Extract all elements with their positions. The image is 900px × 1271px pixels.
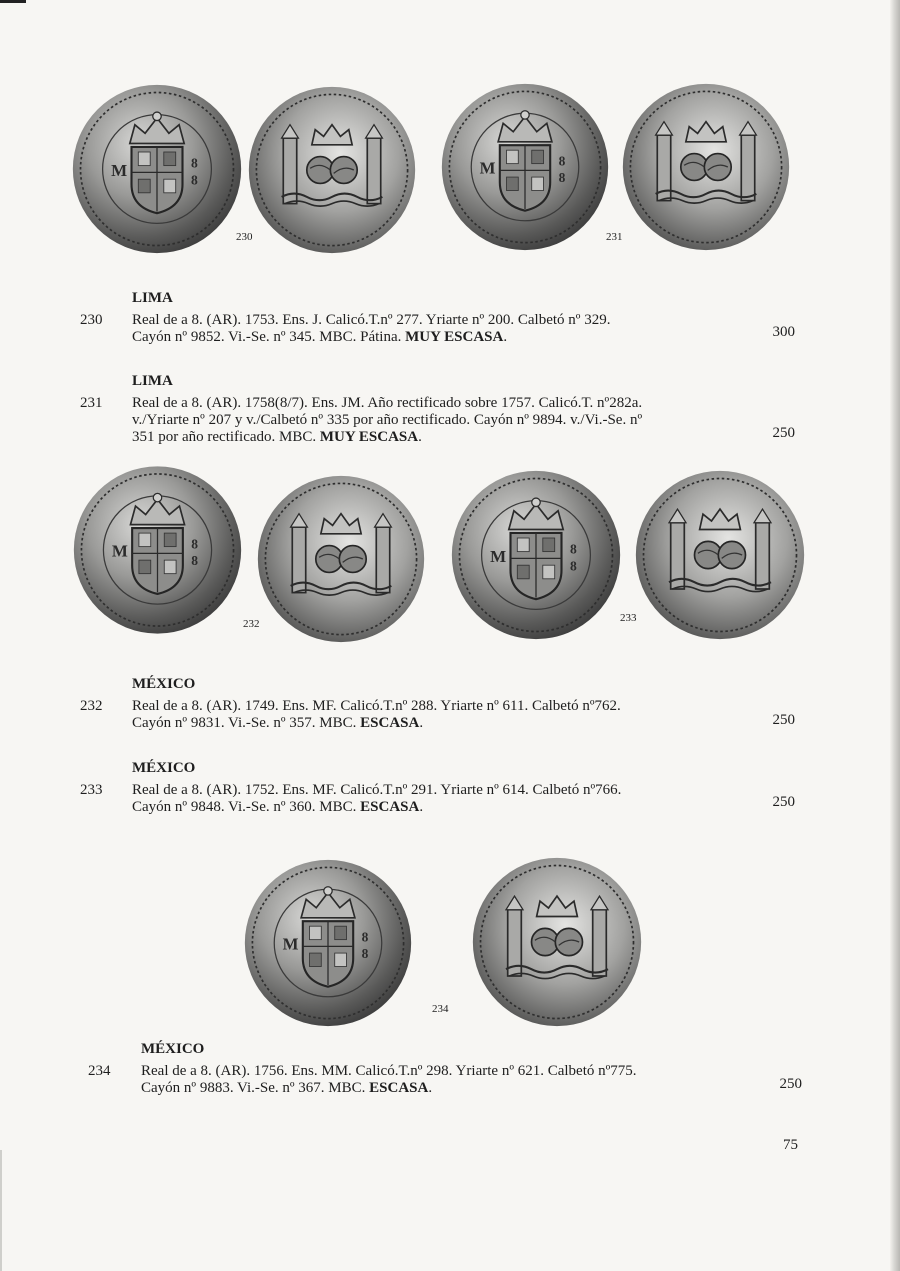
desc-line-2: Cayón nº 9883. Vi.-Se. nº 367. MBC. ESCASA. [141,1080,433,1096]
lot-city: LIMA [132,290,173,306]
desc-line-1: Real de a 8. (AR). 1758(8/7). Ens. JM. Año rectificado sobre 1757. Calicó.T. nº282a. [132,395,643,411]
coin-233-obverse [450,470,622,640]
coin-230-obverse [72,84,242,254]
coin-232-obverse [73,465,242,635]
lot-234 [0,1041,900,1111]
lot-city: MÉXICO [132,676,196,692]
lot-number: 233 [80,782,103,798]
desc-line-1: Real de a 8. (AR). 1752. Ens. MF. Calicó.T.nº 291. Yriarte nº 614. Calbetó nº766. [132,782,622,798]
coin-234-obverse [244,858,412,1028]
lot-description [132,395,752,446]
desc-line-2: v./Yriarte nº 207 y v./Calbetó nº 335 por año rectificado. Cayón nº 9894. v./Vi.-Se. nº [132,412,643,428]
coin-label-230: 230 [236,231,253,243]
desc-line-1: Real de a 8. (AR). 1756. Ens. MM. Calicó.T.nº 298. Yriarte nº 621. Calbetó nº775. [141,1063,637,1079]
desc-line-3: 351 por año rectificado. MBC. MUY ESCASA. [132,429,422,445]
lot-price: 250 [779,1076,802,1092]
lot-description [132,698,752,732]
coin-230-reverse [247,86,417,254]
lot-description [132,312,752,346]
desc-line-2: Cayón nº 9852. Vi.-Se. nº 345. MBC. Pátina. MUY ESCASA. [132,329,508,345]
lot-number: 234 [88,1063,111,1079]
rarity-label: MUY ESCASA [319,429,419,445]
scan-edge-mark-left [0,1150,2,1271]
coin-233-reverse [634,470,806,640]
rarity-label: ESCASA [360,799,420,815]
lot-price: 250 [772,425,795,441]
coin-label-234: 234 [432,1003,449,1015]
lot-city: MÉXICO [132,760,196,776]
lot-description [132,782,752,816]
lot-230 [0,290,900,360]
desc-line-2: Cayón nº 9848. Vi.-Se. nº 360. MBC. ESCASA. [132,799,424,815]
coin-231-obverse [441,82,609,252]
coin-231-reverse [622,82,790,252]
coin-label-232: 232 [243,618,260,630]
desc-line-2: Cayón nº 9831. Vi.-Se. nº 357. MBC. ESCASA. [132,715,424,731]
lot-city: LIMA [132,373,173,389]
lot-233 [0,760,900,830]
coin-label-233: 233 [620,612,637,624]
desc-line-1: Real de a 8. (AR). 1753. Ens. J. Calicó.T.nº 277. Yriarte nº 200. Calbetó nº 329. [132,312,611,328]
rarity-label: ESCASA [369,1080,429,1096]
coin-232-reverse [257,474,425,644]
coin-label-231: 231 [606,231,623,243]
lot-city: MÉXICO [141,1041,205,1057]
lot-number: 231 [80,395,103,411]
desc-line-1: Real de a 8. (AR). 1749. Ens. MF. Calicó.T.nº 288. Yriarte nº 611. Calbetó nº762. [132,698,621,714]
lot-231 [0,373,900,453]
lot-number: 230 [80,312,103,328]
lot-description [141,1063,761,1097]
scan-edge-mark [0,0,26,3]
lot-price: 250 [772,794,795,810]
lot-232 [0,676,900,746]
lot-number: 232 [80,698,103,714]
lot-price: 250 [772,712,795,728]
rarity-label: MUY ESCASA [405,329,504,345]
rarity-label: ESCASA [360,715,420,731]
coin-234-reverse [471,857,643,1027]
page-number: 75 [783,1137,798,1153]
lot-price: 300 [772,324,795,340]
